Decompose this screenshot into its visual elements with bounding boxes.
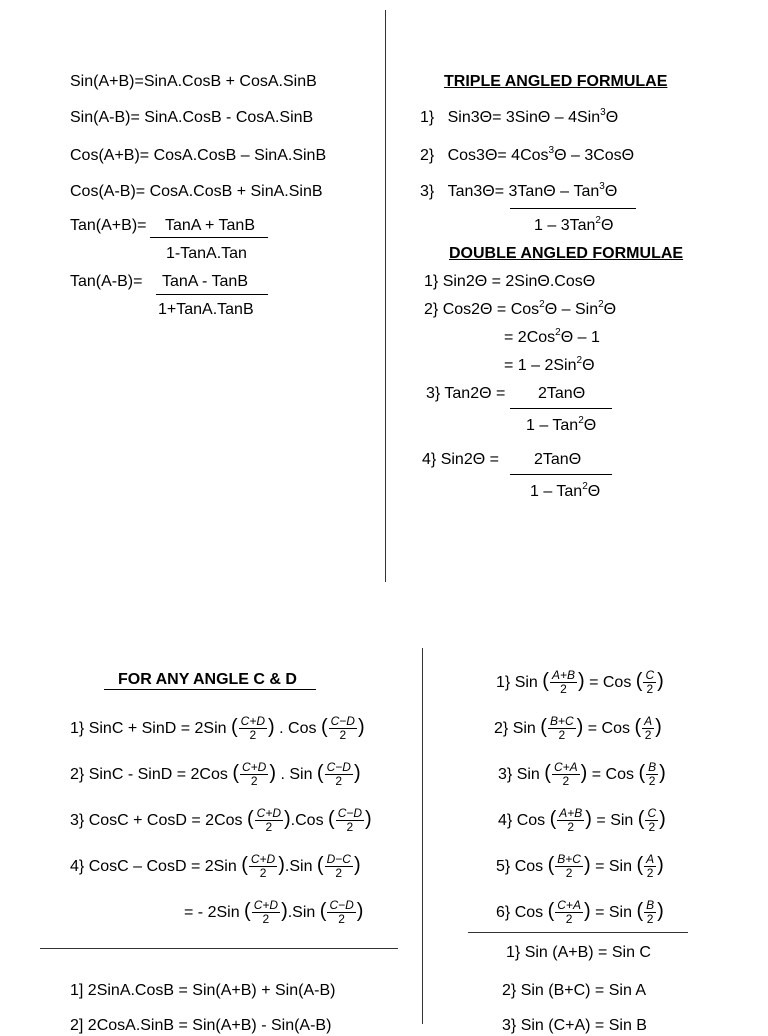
triple-angle-title: TRIPLE ANGLED FORMULAE [444,73,668,90]
exponent: 3 [599,181,605,192]
fraction: $\frac{B}{2}$ [646,898,655,927]
double-item-2-line-3-text: = 1 – 2Sin [504,357,577,374]
double-item-2-line-2-rest: Θ – 1 [560,329,600,346]
cd-row-5-mid: .Sin [287,904,316,921]
half-row-4-rhs: = Sin [596,812,634,829]
double-item-4-numerator: 2TanΘ [534,451,582,468]
triple-item-3-theta: Θ [604,183,618,200]
half-row-4-lhs: 4} Cos [498,812,546,829]
cd-title-underline [104,689,316,690]
right-section-rule [468,932,688,933]
exponent: 2 [598,299,604,310]
double-item-3-denominator-theta: Θ [583,417,597,434]
fraction: $\frac{D-C}{2}$ [326,852,351,881]
triple-item-2-number: 2} [420,147,435,164]
cd-row-3-lhs: 3} CosC + CosD = 2Cos [70,812,243,829]
half-row-3: 3} Sin ( $\frac{C+A}{2}$ ) = Cos ( $\frac{B}{2}$ ) [498,760,666,789]
fraction: $\frac{A+B}{2}$ [551,668,575,697]
bottom-column-divider [422,648,423,1024]
double-angle-title: DOUBLE ANGLED FORMULAE [449,245,684,262]
double-item-2-line-2-text: = 2Cos [504,329,556,346]
cd-row-2-lhs: 2} SinC - SinD = 2Cos [70,766,228,783]
double-item-4-lhs: 4} Sin2Θ = [422,451,499,468]
triple-item-1-text: Sin3Θ= 3SinΘ – 4Sin [447,109,601,126]
fraction: $\frac{C+D}{2}$ [241,760,267,789]
left-section-rule [40,948,398,949]
half-row-6: 6} Cos ( $\frac{C+A}{2}$ ) = Sin ( $\frac{B}{2}$ ) [496,898,664,927]
tan-add-fraction-bar [150,237,268,238]
exponent: 2 [582,481,588,492]
half-row-5-lhs: 5} Cos [496,858,544,875]
formula-sin-add: Sin(A+B)=SinA.CosB + CosA.SinB [70,73,317,90]
cd-row-3-mid: .Cos [290,812,324,829]
half-row-1-lhs: 1} Sin [496,674,538,691]
exponent: 2 [578,415,584,426]
double-item-4-denominator [530,482,600,502]
formula-tan-add-denominator: 1-TanA.Tan [166,245,247,262]
cd-row-2: 2} SinC - SinD = 2Cos ( $\frac{C+D}{2}$ ) . Sin ( $\frac{C-D}{2}$ ) [70,760,361,789]
tan3-fraction-bar [510,208,636,209]
half-row-1-rhs: = Cos [589,674,632,691]
fraction: $\frac{B}{2}$ [648,760,657,789]
half-row-5-rhs: = Sin [595,858,632,875]
half-row-3-lhs: 3} Sin [498,766,540,783]
triple-item-2-rest: Θ – 3CosΘ [554,147,635,164]
fraction: $\frac{C}{2}$ [645,668,655,697]
formula-tan-sub-denominator: 1+TanA.TanB [158,301,254,318]
cd-row-4-mid: .Sin [284,858,313,875]
double-item-2-line-3-theta: Θ [582,357,595,374]
half-row-2-lhs: 2} Sin [494,720,536,737]
fraction: $\frac{C+D}{2}$ [240,714,266,743]
formula-tan-sub-lhs: Tan(A-B)= [70,273,143,290]
fraction: $\frac{A}{2}$ [644,714,653,743]
exponent: 3 [600,107,606,118]
half-row-1: 1} Sin ( $\frac{A+B}{2}$ ) = Cos ( $\frac{C}{2}$ ) [496,668,664,697]
half-row-6-lhs: 6} Cos [496,904,544,921]
fraction: $\frac{C+D}{2}$ [253,898,279,927]
fraction: $\frac{C+D}{2}$ [256,806,281,835]
cd-row-3: 3} CosC + CosD = 2Cos ( $\frac{C+D}{2}$ ).Cos ( $\frac{C-D}{2}$ ) [70,806,372,835]
triple-item-3-text: Tan3Θ= 3TanΘ – Tan [447,183,600,200]
sum-relation-1: 1} Sin (A+B) = Sin C [506,944,651,961]
double-item-3-denominator [526,416,596,436]
fraction: $\frac{C+A}{2}$ [557,898,581,927]
exponent: 2 [555,327,561,338]
fraction: $\frac{C-D}{2}$ [326,760,351,789]
cd-row-4-lhs: 4} CosC – CosD = 2Sin [70,858,237,875]
formula-sin-sub: Sin(A-B)= SinA.CosB - CosA.SinB [70,109,314,126]
sum-relation-2: 2} Sin (B+C) = Sin A [502,982,647,999]
cd-row-5-lhs: = - 2Sin [184,904,240,921]
double-item-3-numerator: 2TanΘ [538,385,586,402]
sum-relation-3: 3} Sin (C+A) = Sin B [502,1017,647,1034]
double-item-1: 1} Sin2Θ = 2SinΘ.CosΘ [424,273,596,290]
double-item-2-line-3 [504,356,595,376]
fraction: $\frac{B+C}{2}$ [557,852,581,881]
exponent: 2 [576,355,583,366]
fraction: $\frac{C+D}{2}$ [250,852,276,881]
fraction: $\frac{C-D}{2}$ [330,714,355,743]
formula-tan-sub-numerator: TanA - TanB [162,273,248,290]
double-item-4-denominator-theta: Θ [587,483,601,500]
triple-item-1-number: 1} [420,109,435,126]
fraction: $\frac{C+A}{2}$ [553,760,578,789]
fraction: $\frac{C}{2}$ [647,806,657,835]
double-item-2-text: 2} Cos2Θ = Cos [424,301,540,318]
half-row-2-rhs: = Cos [587,720,630,737]
fraction: $\frac{A}{2}$ [646,852,655,881]
fraction: $\frac{B+C}{2}$ [549,714,574,743]
cd-row-1-mid: . Cos [279,720,317,737]
double-item-2-mid: Θ – Sin [544,301,599,318]
sin2-fraction-bar [510,474,612,475]
triple-item-2-text: Cos3Θ= 4Cos [447,147,549,164]
double-item-2-theta: Θ [603,301,617,318]
triple-item-1 [420,108,618,128]
exponent: 3 [548,145,555,156]
formula-tan-add-numerator: TanA + TanB [165,217,255,234]
triple-item-3-number: 3} [420,183,435,200]
double-item-3-lhs: 3} Tan2Θ = [426,385,506,402]
fraction: $\frac{A+B}{2}$ [559,806,583,835]
half-row-3-rhs: = Cos [591,766,634,783]
tan-sub-fraction-bar [156,294,268,295]
triple-item-3 [420,182,617,202]
cd-title: FOR ANY ANGLE C & D [118,671,297,688]
tan3-denominator [534,216,613,236]
double-item-2-line-2 [504,328,600,348]
cd-row-1: 1} SinC + SinD = 2Sin ( $\frac{C+D}{2}$ ) . Cos ( $\frac{C-D}{2}$ ) [70,714,365,743]
tan2-fraction-bar [510,408,612,409]
exponent: 2 [539,299,545,310]
half-row-5: 5} Cos ( $\frac{B+C}{2}$ ) = Sin ( $\frac{A}{2}$ ) [496,852,664,881]
exponent: 2 [595,215,601,226]
cd-row-2-mid: . Sin [280,766,313,783]
cd-row-4: 4} CosC – CosD = 2Sin ( $\frac{C+D}{2}$ ).Sin ( $\frac{D-C}{2}$ ) [70,852,361,881]
product-formula-1: 1] 2SinA.CosB = Sin(A+B) + Sin(A-B) [70,982,336,999]
formula-tan-add-lhs: Tan(A+B)= [70,217,147,234]
tan3-denominator-theta: Θ [600,217,614,234]
half-row-2: 2} Sin ( $\frac{B+C}{2}$ ) = Cos ( $\frac{A}{2}$ ) [494,714,662,743]
triple-item-2 [420,146,634,166]
double-item-2 [424,300,616,320]
product-formula-2: 2] 2CosA.SinB = Sin(A+B) - Sin(A-B) [70,1017,332,1034]
top-column-divider [385,10,386,582]
formula-cos-add: Cos(A+B)= CosA.CosB – SinA.SinB [70,147,327,164]
fraction: $\frac{C-D}{2}$ [329,898,354,927]
half-row-4: 4} Cos ( $\frac{A+B}{2}$ ) = Sin ( $\frac{C}{2}$ ) [498,806,666,835]
double-item-3-denominator-text: 1 – Tan [526,417,579,434]
fraction: $\frac{C-D}{2}$ [337,806,363,835]
triple-item-1-theta: Θ [605,109,619,126]
double-item-4-denominator-text: 1 – Tan [530,483,583,500]
cd-row-5: = - 2Sin ( $\frac{C+D}{2}$ ).Sin ( $\frac{C-D}{2}$ ) [184,898,364,927]
half-row-6-rhs: = Sin [595,904,632,921]
formula-cos-sub: Cos(A-B)= CosA.CosB + SinA.SinB [70,183,323,200]
tan3-denominator-text: 1 – 3Tan [534,217,596,234]
cd-row-1-lhs: 1} SinC + SinD = 2Sin [70,720,227,737]
